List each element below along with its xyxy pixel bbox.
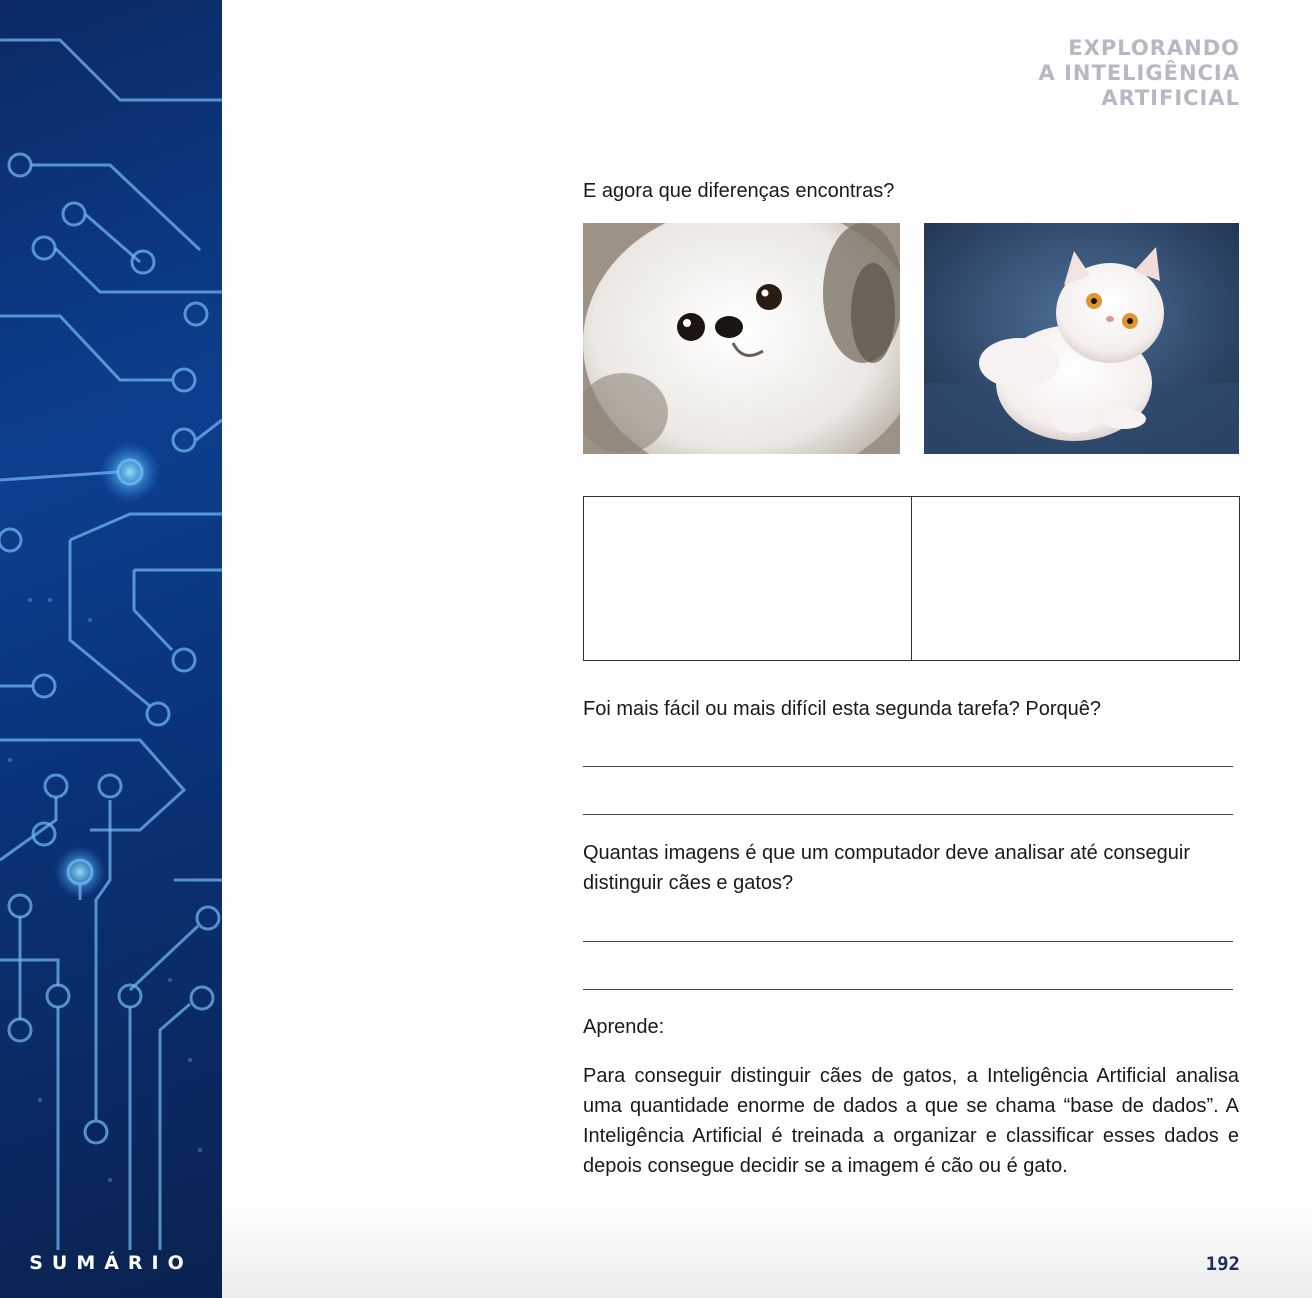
answer-line-1[interactable] [583, 766, 1233, 767]
dog-photo-icon [583, 223, 900, 454]
answer-cell-dog[interactable] [584, 497, 911, 660]
answer-cell-cat[interactable] [911, 497, 1239, 660]
footer-band [222, 1200, 1312, 1298]
cat-photo-icon [924, 223, 1239, 454]
book-title-line-2: A INTELIGÊNCIA [1038, 61, 1240, 85]
book-title [1039, 36, 1240, 111]
circuit-pattern-icon [0, 0, 222, 1298]
learn-heading: Aprende: [583, 1016, 665, 1038]
sumario-link[interactable]: SUMÁRIO [29, 1252, 193, 1274]
book-title-line-3: ARTIFICIAL [1101, 86, 1240, 110]
answer-line-2[interactable] [583, 814, 1233, 815]
question-differences: E agora que diferenças encontras? [583, 180, 895, 202]
page-number: 192 [1205, 1253, 1240, 1275]
learn-paragraph: Para conseguir distinguir cães de gatos, a Inteligência Artificial analisa uma quantidade enorme de dados a que se chama “base de dados”. A Inteligência Artificial é treinada a organizar e classificar esses dados e depois consegue decidir se a imagem é cão ou é gato. [583, 1065, 1239, 1177]
sidebar-circuit-panel [0, 0, 222, 1298]
answer-line-3[interactable] [583, 941, 1233, 942]
question-easier-harder: Foi mais fácil ou mais difícil esta segunda tarefa? Porquê? [583, 698, 1102, 720]
answer-table [583, 496, 1240, 661]
question-how-many-images: Quantas imagens é que um computador deve analisar até conseguir distinguir cães e gatos? [583, 842, 1191, 894]
answer-line-4[interactable] [583, 989, 1233, 990]
book-title-line-1: EXPLORANDO [1068, 36, 1240, 60]
